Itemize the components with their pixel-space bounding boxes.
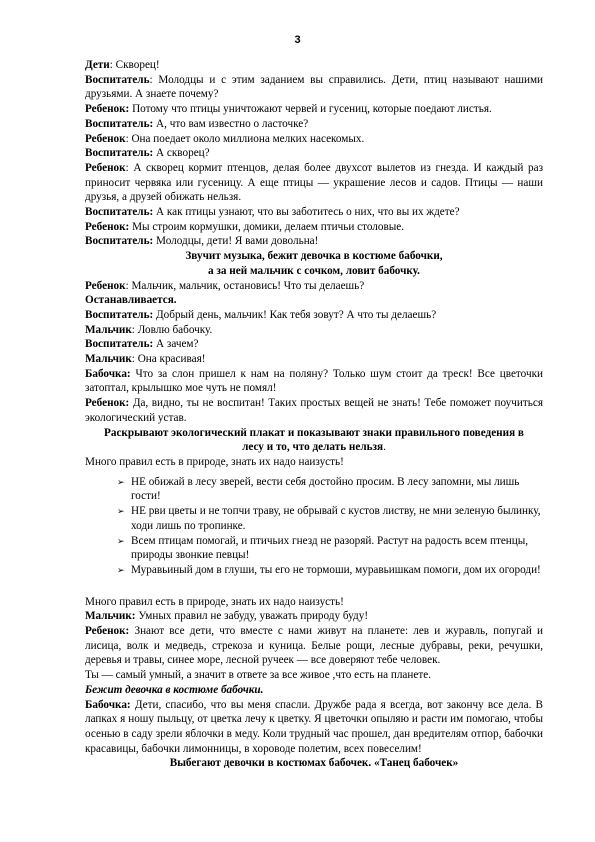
- separator: :: [131, 323, 138, 336]
- line-text: А зачем?: [156, 338, 199, 351]
- line-text: Мы строим кормушки, домики, делаем птичьи столовые.: [132, 220, 405, 233]
- dialogue-line: [85, 367, 543, 396]
- dialogue-line: [85, 609, 543, 624]
- stage-direction-line: лесу и то, что делать нельзя: [242, 441, 384, 454]
- speaker-name: Ребенок: [85, 132, 126, 145]
- stage-direction-italic: [85, 683, 543, 698]
- line-text: Да, видно, ты не воспитан! Таких простых вещей не знать! Тебе поможет поучиться экологический устав.: [85, 397, 543, 424]
- speaker-name: Ребенок:: [85, 103, 130, 116]
- line-text: А, что вам известно о ласточке?: [156, 117, 309, 130]
- rule-item: [117, 534, 543, 563]
- dialogue-line: [85, 58, 543, 73]
- dialogue-line: [85, 161, 543, 205]
- speaker-name: Ребенок:: [85, 625, 130, 638]
- dialogue-line: [85, 323, 543, 338]
- dialogue-line: [85, 102, 543, 117]
- line-text: Молодцы, дети! Я вами довольна!: [156, 235, 319, 248]
- separator: :: [125, 161, 134, 174]
- dialogue-line: [85, 352, 543, 367]
- rule-text: Всем птицам помогай, и птичьих гнезд не разоряй. Растут на радость всем птенцы, природы звонкие певцы!: [131, 534, 529, 562]
- separator: :: [125, 279, 132, 292]
- dialogue-line: [85, 220, 543, 235]
- speaker-name: Воспитатель:: [85, 308, 154, 321]
- dialogue-line: [85, 146, 543, 161]
- line-text: Скворец!: [115, 59, 160, 71]
- speaker-name: Ребенок: [85, 279, 126, 292]
- rule-item: [117, 563, 543, 578]
- speaker-name: Воспитатель:: [85, 338, 154, 351]
- speaker-name: Воспитатель:: [85, 147, 154, 160]
- speaker-name: Мальчик: [85, 353, 132, 366]
- plain-line-text: Ты — самый умный, а значит в ответе за все живое ,что есть на планете.: [85, 669, 431, 682]
- dialogue-line: [85, 205, 543, 220]
- rules-intro-text: Много правил есть в природе, знать их надо наизусть!: [85, 455, 344, 468]
- line-text: Что за слон пришел к нам на поляну? Только шум стоит да треск! Все цветочки затоптал, крылышко мое чуть не помял!: [85, 367, 544, 395]
- line-text: А как птицы узнают, что вы заботитесь о них, что вы их ждете?: [156, 206, 460, 219]
- separator: :: [149, 73, 159, 86]
- stage-direction-line: Раскрывают экологический плакат и показывают знаки правильного поведения в: [104, 426, 524, 439]
- line-text: Умных правил не забуду, уважать природу буду!: [138, 610, 369, 623]
- stage-direction: [85, 249, 543, 264]
- dialogue-block-1: [85, 58, 543, 249]
- rule-text: Муравьиный дом в глуши, ты его не тормоши, муравьишкам помоги, дом их огороди!: [131, 563, 541, 576]
- speaker-name: Ребенок:: [85, 220, 130, 233]
- rule-item: [117, 504, 543, 533]
- stage-direction: [85, 264, 543, 279]
- separator: :: [125, 132, 132, 145]
- document-body: [85, 58, 543, 771]
- stage-direction-line: Звучит музыка, бежит девочка в костюме бабочки,: [185, 250, 443, 263]
- period: .: [383, 441, 386, 454]
- stage-direction: [85, 426, 543, 441]
- speaker-name: Воспитатель: [85, 73, 150, 86]
- line-text: А скворец кормит птенцов, делая более двухсот вылетов из гнезда. И каждый раз приносит червяка или гусеницу. А еще птицы — украшение лесов и садов. Птицы — наши друзья, а друзей обижать нельзя.: [85, 161, 543, 204]
- stage-direction: [85, 756, 543, 771]
- stage-direction-stop: [85, 293, 543, 308]
- stage-direction-line: а за ней мальчик с сочком, ловит бабочку.: [208, 264, 420, 277]
- line-text: Молодцы и с этим заданием вы справились. Дети, птиц называют нашими друзьями. А знаете почему?: [85, 73, 544, 101]
- dialogue-line: [85, 279, 543, 294]
- dialogue-line: [85, 132, 543, 147]
- arrow-bullet-icon: ➢: [117, 535, 125, 546]
- line-text: Мальчик, мальчик, остановись! Что ты делаешь?: [131, 279, 365, 292]
- dialogue-line: [85, 624, 543, 668]
- rules-outro-text: Много правил есть в природе, знать их надо наизусть!: [85, 595, 344, 608]
- separator: :: [109, 59, 116, 71]
- speaker-name: Воспитатель:: [85, 206, 154, 219]
- plain-line: [85, 668, 543, 683]
- line-text: Добрый день, мальчик! Как тебя зовут? А что ты делаешь?: [156, 308, 437, 321]
- line-text: Дети, спасибо, что вы меня спасли. Дружбе рада я всегда, вот закончу все дела. В лапках я ношу пыльцу, от цветка лечу к цветку. Я цветочки опыляю и расти им помогаю, чтобы осенью в саду зрели яблочки в меду. Коли трудный час прошел, дан вредителям отпор, бабочки красавицы, бабочки лимонницы, в хороводе полетим, всех повеселим!: [85, 698, 544, 755]
- line-text: Ловлю бабочку.: [137, 323, 213, 336]
- arrow-bullet-icon: ➢: [117, 506, 125, 517]
- dialogue-line: [85, 337, 543, 352]
- stage-direction: [85, 440, 543, 455]
- stage-direction-line: Бежит девочка в костюме бабочки.: [85, 683, 264, 696]
- rules-list: [85, 475, 543, 578]
- rule-text: НЕ обижай в лесу зверей, вести себя достойно просим. В лесу запомни, мы лишь гости!: [131, 475, 520, 503]
- speaker-name: Дети: [85, 59, 110, 71]
- speaker-name: Бабочка:: [85, 698, 131, 711]
- arrow-bullet-icon: ➢: [117, 564, 125, 575]
- speaker-name: Мальчик:: [85, 610, 136, 623]
- speaker-name: Ребенок:: [85, 397, 130, 410]
- speaker-name: Воспитатель:: [85, 235, 154, 248]
- line-text: Она красивая!: [137, 353, 206, 366]
- arrow-bullet-icon: ➢: [117, 476, 125, 487]
- dialogue-line: [85, 308, 543, 323]
- dialogue-line: [85, 117, 543, 132]
- line-text: Она поедает около миллиона мелких насекомых.: [131, 132, 365, 145]
- stage-direction-line: Выбегают девочки в костюмах бабочек. «Танец бабочек»: [169, 757, 459, 770]
- speaker-name: Воспитатель:: [85, 117, 154, 130]
- rule-item: [117, 475, 543, 504]
- stage-direction-line: Останавливается.: [85, 294, 177, 307]
- line-text: А скворец?: [156, 147, 210, 160]
- dialogue-line: [85, 698, 543, 757]
- dialogue-line: [85, 73, 543, 102]
- rules-intro: [85, 455, 543, 470]
- dialogue-line: [85, 234, 543, 249]
- rules-outro: [85, 595, 543, 610]
- separator: :: [131, 353, 138, 366]
- rule-text: НЕ рви цветы и не топчи траву, не обрывай с кустов листву, не мни зеленую былинку, ходи лишь по тропинке.: [131, 505, 541, 532]
- dialogue-line: [85, 396, 543, 425]
- page-number: 3: [294, 34, 301, 46]
- speaker-name: Бабочка:: [85, 367, 131, 380]
- speaker-name: Мальчик: [85, 323, 132, 336]
- line-text: Знают все дети, что вместе с нами живут на планете: лев и журавль, попугай и лисица, волк и медведь, стрекоза и куница. Белые рощи, лесные дубравы, реки, речушки, деревья и травы, синее море, лесной ручеек — все доверяют тебе человек.: [85, 625, 543, 667]
- speaker-name: Ребенок: [85, 161, 126, 174]
- line-text: Потому что птицы уничтожают червей и гусениц, которые поедают листья.: [132, 103, 492, 116]
- spacer: [85, 583, 543, 595]
